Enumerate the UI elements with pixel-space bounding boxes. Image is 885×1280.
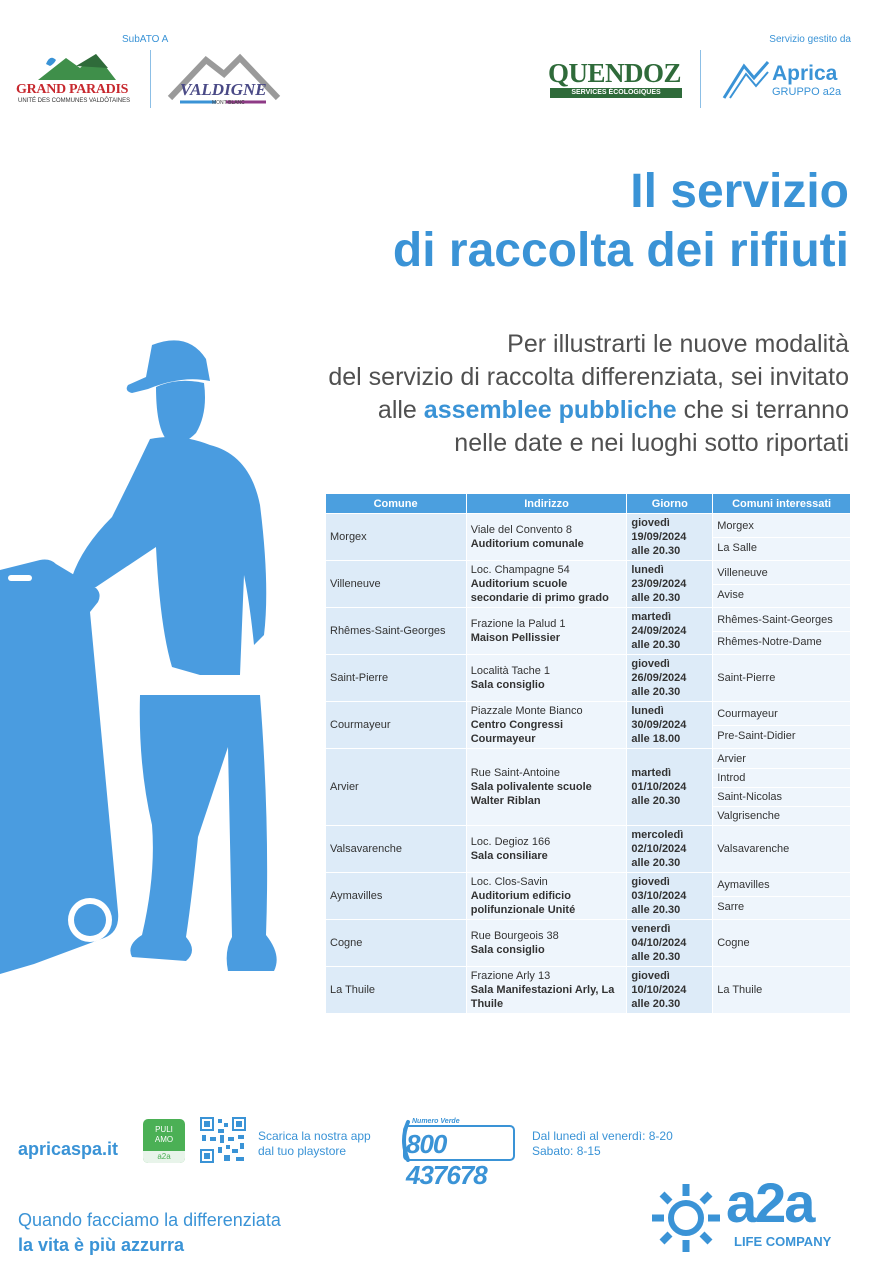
cell-comune: Morgex — [326, 514, 467, 561]
date: 04/10/2024 — [631, 937, 687, 949]
title-line-2: di raccolta dei rifiuti — [392, 224, 849, 277]
venue-name: Sala polivalente scuole Walter Riblan — [470, 781, 592, 807]
date: 19/09/2024 — [631, 531, 687, 543]
venue-name: Centro Congressi Courmayeur — [470, 719, 564, 745]
date: 02/10/2024 — [631, 843, 687, 855]
address-line: Località Tache 1 — [470, 665, 551, 677]
comune-interessato: Villeneuve — [713, 563, 850, 585]
table-header-row — [326, 494, 851, 514]
address-line: Rue Saint-Antoine — [470, 767, 560, 779]
aprica-name: Aprica — [772, 62, 838, 85]
date: 24/09/2024 — [631, 625, 687, 637]
header-divider-right — [700, 50, 701, 108]
date: 01/10/2024 — [631, 781, 687, 793]
header-giorno: Giorno — [627, 494, 713, 514]
cell-comuni-interessati: La Thuile — [713, 967, 851, 1014]
address-line: Rue Bourgeois 38 — [470, 930, 559, 942]
cell-comune: Rhêmes-Saint-Georges — [326, 608, 467, 655]
cell-giorno — [627, 920, 713, 967]
address-line: Loc. Degioz 166 — [470, 836, 551, 848]
numero-verde[interactable] — [398, 1118, 518, 1190]
cell-giorno — [627, 514, 713, 561]
cell-comuni-interessati — [713, 561, 851, 608]
grand-paradis-name: GRAND PARADIS — [16, 82, 129, 97]
time: alle 18.00 — [631, 733, 681, 745]
address-line: Frazione Arly 13 — [470, 970, 551, 982]
venue-name: Auditorium edificio polifunzionale Unité — [470, 890, 576, 916]
comune-interessato: Courmayeur — [713, 704, 850, 726]
slogan-line-1: Quando facciamo la differenziata — [18, 1210, 281, 1230]
subato-caption: SubATO A — [122, 34, 169, 45]
cell-giorno — [627, 749, 713, 826]
qr-code-icon[interactable] — [200, 1117, 246, 1163]
address-line: Frazione la Palud 1 — [470, 618, 566, 630]
weekday: martedì — [631, 767, 672, 779]
store-line-1: Scarica la nostra app — [258, 1129, 371, 1143]
store-line-2: dal tuo playstore — [258, 1144, 347, 1158]
quendoz-name: QUENDOZ — [548, 58, 682, 88]
header-comune: Comune — [326, 494, 467, 514]
cell-indirizzo — [466, 873, 627, 920]
cell-comune: Aymavilles — [326, 873, 467, 920]
table-row — [326, 655, 851, 702]
date: 26/09/2024 — [631, 672, 687, 684]
cell-giorno — [627, 873, 713, 920]
intro-text — [209, 328, 849, 460]
comune-interessato: La Salle — [717, 542, 757, 554]
slogan-line-2: la vita è più azzurra — [18, 1235, 185, 1255]
weekday: lunedì — [631, 564, 664, 576]
cell-indirizzo — [466, 749, 627, 826]
table-row — [326, 749, 851, 826]
cell-comune: Villeneuve — [326, 561, 467, 608]
aprica-arrow-icon — [722, 60, 770, 100]
address-line: Viale del Convento 8 — [470, 524, 573, 536]
address-line: Piazzale Monte Bianco — [470, 705, 583, 717]
table-row — [326, 967, 851, 1014]
table-row — [326, 608, 851, 655]
app-download-text — [258, 1129, 388, 1159]
time: alle 20.30 — [631, 857, 681, 869]
a2a-logo — [650, 1171, 854, 1256]
cell-comuni-interessati: Valsavarenche — [713, 826, 851, 873]
a2a-tagline: LIFE COMPANY — [734, 1234, 832, 1249]
comune-interessato: Avise — [717, 589, 744, 601]
valdigne-subtitle: MONT-BLANC — [212, 100, 245, 106]
intro-line-2: del servizio di raccolta differenziata, sei invitato — [328, 363, 849, 391]
time: alle 20.30 — [631, 686, 681, 698]
time: alle 20.30 — [631, 545, 681, 557]
weekday: martedì — [631, 611, 672, 623]
a2a-sun-icon — [650, 1182, 722, 1254]
a2a-wordmark: a2a — [726, 1171, 814, 1234]
cell-comuni-interessati — [713, 749, 851, 826]
grand-paradis-logo — [16, 50, 136, 110]
time: alle 20.30 — [631, 592, 681, 604]
time: alle 20.30 — [631, 795, 681, 807]
venue-name: Sala consiliare — [470, 850, 548, 862]
worker-with-bin-illustration — [0, 335, 300, 1015]
aprica-logo — [722, 58, 854, 102]
mountain-logo-icon — [16, 50, 136, 84]
title-line-1: Il servizio — [630, 165, 849, 218]
valdigne-name: VALDIGNE — [180, 80, 267, 99]
cell-indirizzo — [466, 561, 627, 608]
valdigne-logo — [166, 52, 282, 110]
intro-highlight: assemblee pubbliche — [423, 396, 677, 424]
comune-interessato: Saint-Nicolas — [713, 788, 850, 807]
table-row — [326, 920, 851, 967]
time: alle 20.30 — [631, 904, 681, 916]
table-row — [326, 561, 851, 608]
numero-verde-label: Numero Verde — [412, 1118, 460, 1125]
puliamo-app-badge[interactable] — [143, 1119, 185, 1163]
badge-line-2: AMO — [154, 1135, 174, 1144]
cell-indirizzo — [466, 608, 627, 655]
date: 10/10/2024 — [631, 984, 687, 996]
weekday: giovedì — [631, 658, 670, 670]
venue-name: Sala consiglio — [470, 944, 545, 956]
cell-comuni-interessati — [713, 702, 851, 749]
comune-interessato: Rhêmes-Notre-Dame — [717, 636, 822, 648]
cell-comune: La Thuile — [326, 967, 467, 1014]
header-comuni-interessati: Comuni interessati — [713, 494, 851, 514]
intro-line-4: nelle date e nei luoghi sotto riportati — [454, 429, 849, 457]
cell-comune: Cogne — [326, 920, 467, 967]
cell-giorno — [627, 608, 713, 655]
cell-comuni-interessati — [713, 514, 851, 561]
address-line: Loc. Clos-Savin — [470, 876, 548, 888]
cell-giorno — [627, 655, 713, 702]
venue-name: Maison Pellissier — [470, 632, 560, 644]
table-row — [326, 702, 851, 749]
quendoz-subtitle: SERVICES ÉCOLOGIQUES — [550, 88, 682, 98]
header-divider-left — [150, 50, 151, 108]
cell-comune: Courmayeur — [326, 702, 467, 749]
comune-interessato: Valgrisenche — [717, 809, 781, 822]
cell-giorno — [627, 561, 713, 608]
header-indirizzo: Indirizzo — [466, 494, 627, 514]
cell-indirizzo — [466, 702, 627, 749]
grand-paradis-subtitle: UNITÉ DES COMMUNES VALDÔTAINES — [18, 98, 131, 104]
cell-comune: Valsavarenche — [326, 826, 467, 873]
aprica-subtitle: GRUPPO a2a — [772, 86, 842, 98]
cell-indirizzo — [466, 655, 627, 702]
date: 23/09/2024 — [631, 578, 687, 590]
intro-line-1: Per illustrarti le nuove modalità — [507, 330, 849, 358]
venue-name: Sala Manifestazioni Arly, La Thuile — [470, 984, 615, 1010]
badge-text — [143, 1119, 185, 1145]
cell-indirizzo — [466, 920, 627, 967]
cell-comuni-interessati: Saint-Pierre — [713, 655, 851, 702]
cell-comuni-interessati: Cogne — [713, 920, 851, 967]
intro-line-3 — [209, 394, 849, 427]
badge-line-3: a2a — [143, 1151, 185, 1163]
date: 30/09/2024 — [631, 719, 687, 731]
page-title — [393, 162, 849, 280]
hours-weekdays: Dal lunedì al venerdì: 8-20 — [532, 1129, 673, 1143]
weekday: giovedì — [631, 970, 670, 982]
cell-comune: Arvier — [326, 749, 467, 826]
service-provider-caption: Servizio gestito da — [769, 34, 851, 45]
cell-comuni-interessati — [713, 873, 851, 920]
hours-saturday: Sabato: 8-15 — [532, 1144, 601, 1158]
cell-giorno — [627, 702, 713, 749]
comune-interessato: Arvier — [713, 750, 850, 769]
assemblies-table — [325, 494, 851, 1014]
cell-giorno — [627, 826, 713, 873]
opening-hours — [532, 1129, 673, 1159]
time: alle 20.30 — [631, 998, 681, 1010]
comune-interessato: Aymavilles — [713, 875, 850, 897]
date: 03/10/2024 — [631, 890, 687, 902]
venue-name: Auditorium comunale — [470, 538, 584, 550]
table-row — [326, 826, 851, 873]
address-line: Loc. Champagne 54 — [470, 564, 570, 576]
venue-name: Sala consiglio — [470, 679, 545, 691]
table-row — [326, 514, 851, 561]
cell-indirizzo — [466, 514, 627, 561]
cell-comune: Saint-Pierre — [326, 655, 467, 702]
table-row — [326, 873, 851, 920]
time: alle 20.30 — [631, 951, 681, 963]
cell-comuni-interessati — [713, 608, 851, 655]
comune-interessato: Rhêmes-Saint-Georges — [713, 610, 850, 632]
weekday: mercoledì — [631, 829, 684, 841]
comune-interessato: Morgex — [713, 516, 850, 538]
weekday: giovedì — [631, 517, 670, 529]
cell-indirizzo — [466, 826, 627, 873]
venue-name: Auditorium scuole secondarie di primo grado — [470, 578, 609, 604]
cell-indirizzo — [466, 967, 627, 1014]
intro-line-3-post: che si terranno — [676, 396, 849, 424]
cell-giorno — [627, 967, 713, 1014]
time: alle 20.30 — [631, 639, 681, 651]
weekday: venerdì — [631, 923, 671, 935]
intro-line-3-pre: alle — [377, 396, 424, 424]
weekday: lunedì — [631, 705, 664, 717]
badge-line-1: PULI — [155, 1125, 173, 1134]
comune-interessato: Introd — [713, 769, 850, 788]
numero-verde-number[interactable]: 800 437678 — [406, 1129, 487, 1190]
website-link[interactable]: apricaspa.it — [18, 1139, 119, 1159]
slogan — [18, 1208, 281, 1258]
comune-interessato: Sarre — [717, 901, 745, 913]
weekday: giovedì — [631, 876, 670, 888]
comune-interessato: Pre-Saint-Didier — [717, 730, 796, 742]
quendoz-logo — [548, 58, 684, 102]
